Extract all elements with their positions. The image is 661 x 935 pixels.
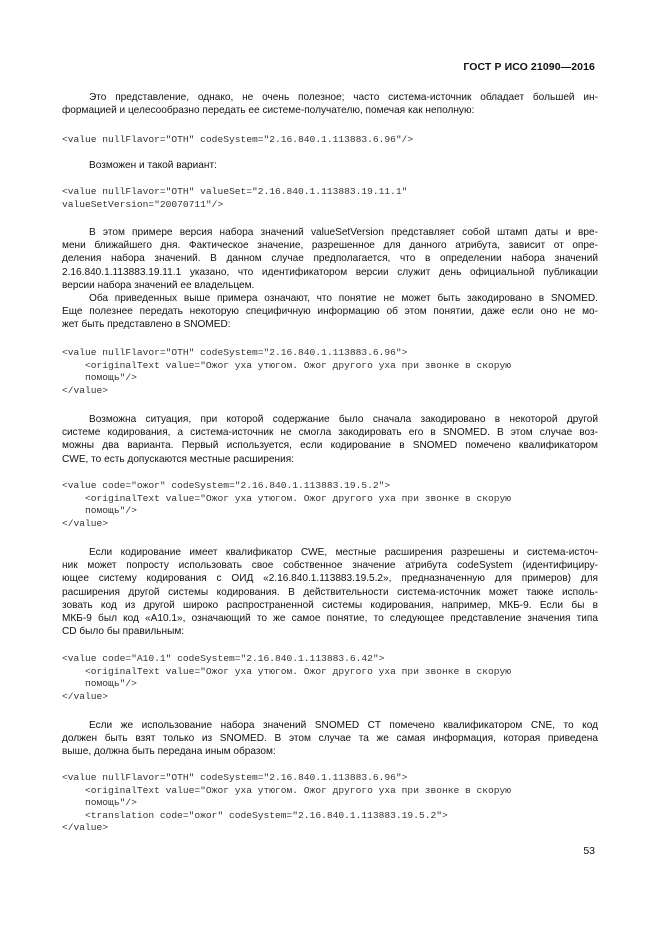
code-line: <value nullFlavor="OTH" codeSystem="2.16.840.1.113883.6.96"> [62, 347, 408, 358]
code-line: <value code="A10.1" codeSystem="2.16.840.1.113883.6.42"> [62, 653, 385, 664]
text-line: версии набора значений ее владельцем. [62, 279, 255, 291]
page-number: 53 [583, 845, 595, 857]
code-line: помощь"/> [62, 505, 137, 517]
text-line: CD было бы правильным: [62, 626, 185, 638]
text-line: расширения другой системы кодирования. В действительности система-источник может также исполь- [62, 586, 598, 598]
code-line: <value nullFlavor="OTH" codeSystem="2.16.840.1.113883.6.96"> [62, 772, 408, 783]
code-line: помощь"/> [62, 678, 137, 690]
text-line: ник может попросту использовать свое собственное значение атрибута codeSystem (идентифициру- [62, 560, 598, 572]
paragraph-3 [62, 226, 598, 332]
code-block-2 [62, 186, 598, 211]
text-line: Оба приведенных выше примера означают, что понятие не может быть закодировано в SNOMED. [89, 293, 598, 305]
code-line: </value> [62, 384, 109, 396]
code-line: помощь"/> [62, 797, 137, 809]
code-line: <translation code="ожог" codeSystem="2.16.840.1.113883.19.5.2"> [62, 809, 448, 821]
paragraph-5 [62, 546, 598, 638]
code-line: </value> [62, 517, 109, 529]
code-block-1 [62, 134, 598, 147]
text-line: Если же использование набора значений SNOMED CT помечено квалификатором CNE, то код [89, 720, 598, 731]
code-line: <value nullFlavor="OTH" codeSystem="2.16.840.1.113883.6.96"/> [62, 134, 414, 145]
text-line: системе кодирования, а система-источник не смогла закодировать его в SNOMED. В этом случае воз- [62, 427, 598, 439]
code-line: valueSetVersion="20070711"/> [62, 198, 224, 210]
text-line: В этом примере версия набора значений valueSetVersion представляет собой штамп даты и вре- [89, 227, 598, 238]
paragraph-1 [62, 91, 598, 117]
code-line: <value code="ожог" codeSystem="2.16.840.1.113883.19.5.2"> [62, 480, 391, 491]
text-line: ющее систему кодирования с ОИД «2.16.840.1.113883.19.5.2», предназначенную для примеров) для [62, 573, 598, 585]
code-block-5 [62, 653, 598, 703]
code-line: <value nullFlavor="OTH" valueSet="2.16.840.1.113883.19.11.1" [62, 186, 408, 197]
code-block-3 [62, 347, 598, 397]
code-block-6 [62, 772, 598, 835]
text-line: мени ближайшего дня. Фактическое значение, разрешенное для данного атрибута, зависит от опре- [62, 240, 598, 252]
text-line: Еще полезнее передать некоторую специфичную информацию об этом понятии, даже если оно не мо- [62, 306, 598, 318]
text-line: Возможен и такой вариант: [89, 160, 217, 171]
text-line: Это представление, однако, не очень полезное; часто система-источник обладает большей ин- [89, 92, 598, 103]
code-line: </value> [62, 822, 109, 834]
code-line: <originalText value="Ожог уха утюгом. Ожог другого уха при звонке в скорую [62, 784, 512, 796]
code-line: <originalText value="Ожог уха утюгом. Ожог другого уха при звонке в скорую [62, 665, 512, 677]
text-line: Если кодирование имеет квалификатор CWE, местные расширения разрешены и система-источ- [89, 547, 598, 558]
text-line: формацией и целесообразно передать ее системе-получателю, помечая как неполную: [62, 105, 475, 117]
paragraph-2 [62, 159, 598, 172]
text-line: деления набора значений. В данном случае предполагается, что в определении набора значений [62, 253, 598, 265]
paragraph-6 [62, 719, 598, 759]
code-line: </value> [62, 690, 109, 702]
paragraph-4 [62, 413, 598, 466]
code-line: <originalText value="Ожог уха утюгом. Ожог другого уха при звонке в скорую [62, 492, 512, 504]
text-line: выше, должна быть передана иным образом: [62, 746, 276, 758]
text-line: жет быть представлено в SNOMED: [62, 319, 231, 331]
code-block-4 [62, 480, 598, 530]
text-line: должен быть взят только из SNOMED. В этом случае та же самая информация, которая приведена [62, 733, 598, 745]
text-line: можны два варианта. Первый используется, если кодирование в SNOMED помечено квалификатором [62, 440, 598, 452]
code-line: <originalText value="Ожог уха утюгом. Ожог другого уха при звонке в скорую [62, 359, 512, 371]
page-header: ГОСТ Р ИСО 21090—2016 [463, 61, 595, 73]
text-line: CWE, то есть допускаются местные расширения: [62, 453, 294, 465]
text-line: МКБ-9 был код «A10.1», означающий то же самое понятие, то следующее представление значения типа [62, 613, 598, 625]
code-line: помощь"/> [62, 372, 137, 384]
text-line: зовать код из другой широко распространенной системы кодирования, например, МКБ-9. Если бы в [62, 599, 598, 611]
text-line: Возможна ситуация, при которой содержание было сначала закодировано в некоторой другой [89, 414, 598, 425]
text-line: 2.16.840.1.113883.19.11.1 указано, что идентификатором версии служит день официальной публикации [62, 266, 598, 278]
